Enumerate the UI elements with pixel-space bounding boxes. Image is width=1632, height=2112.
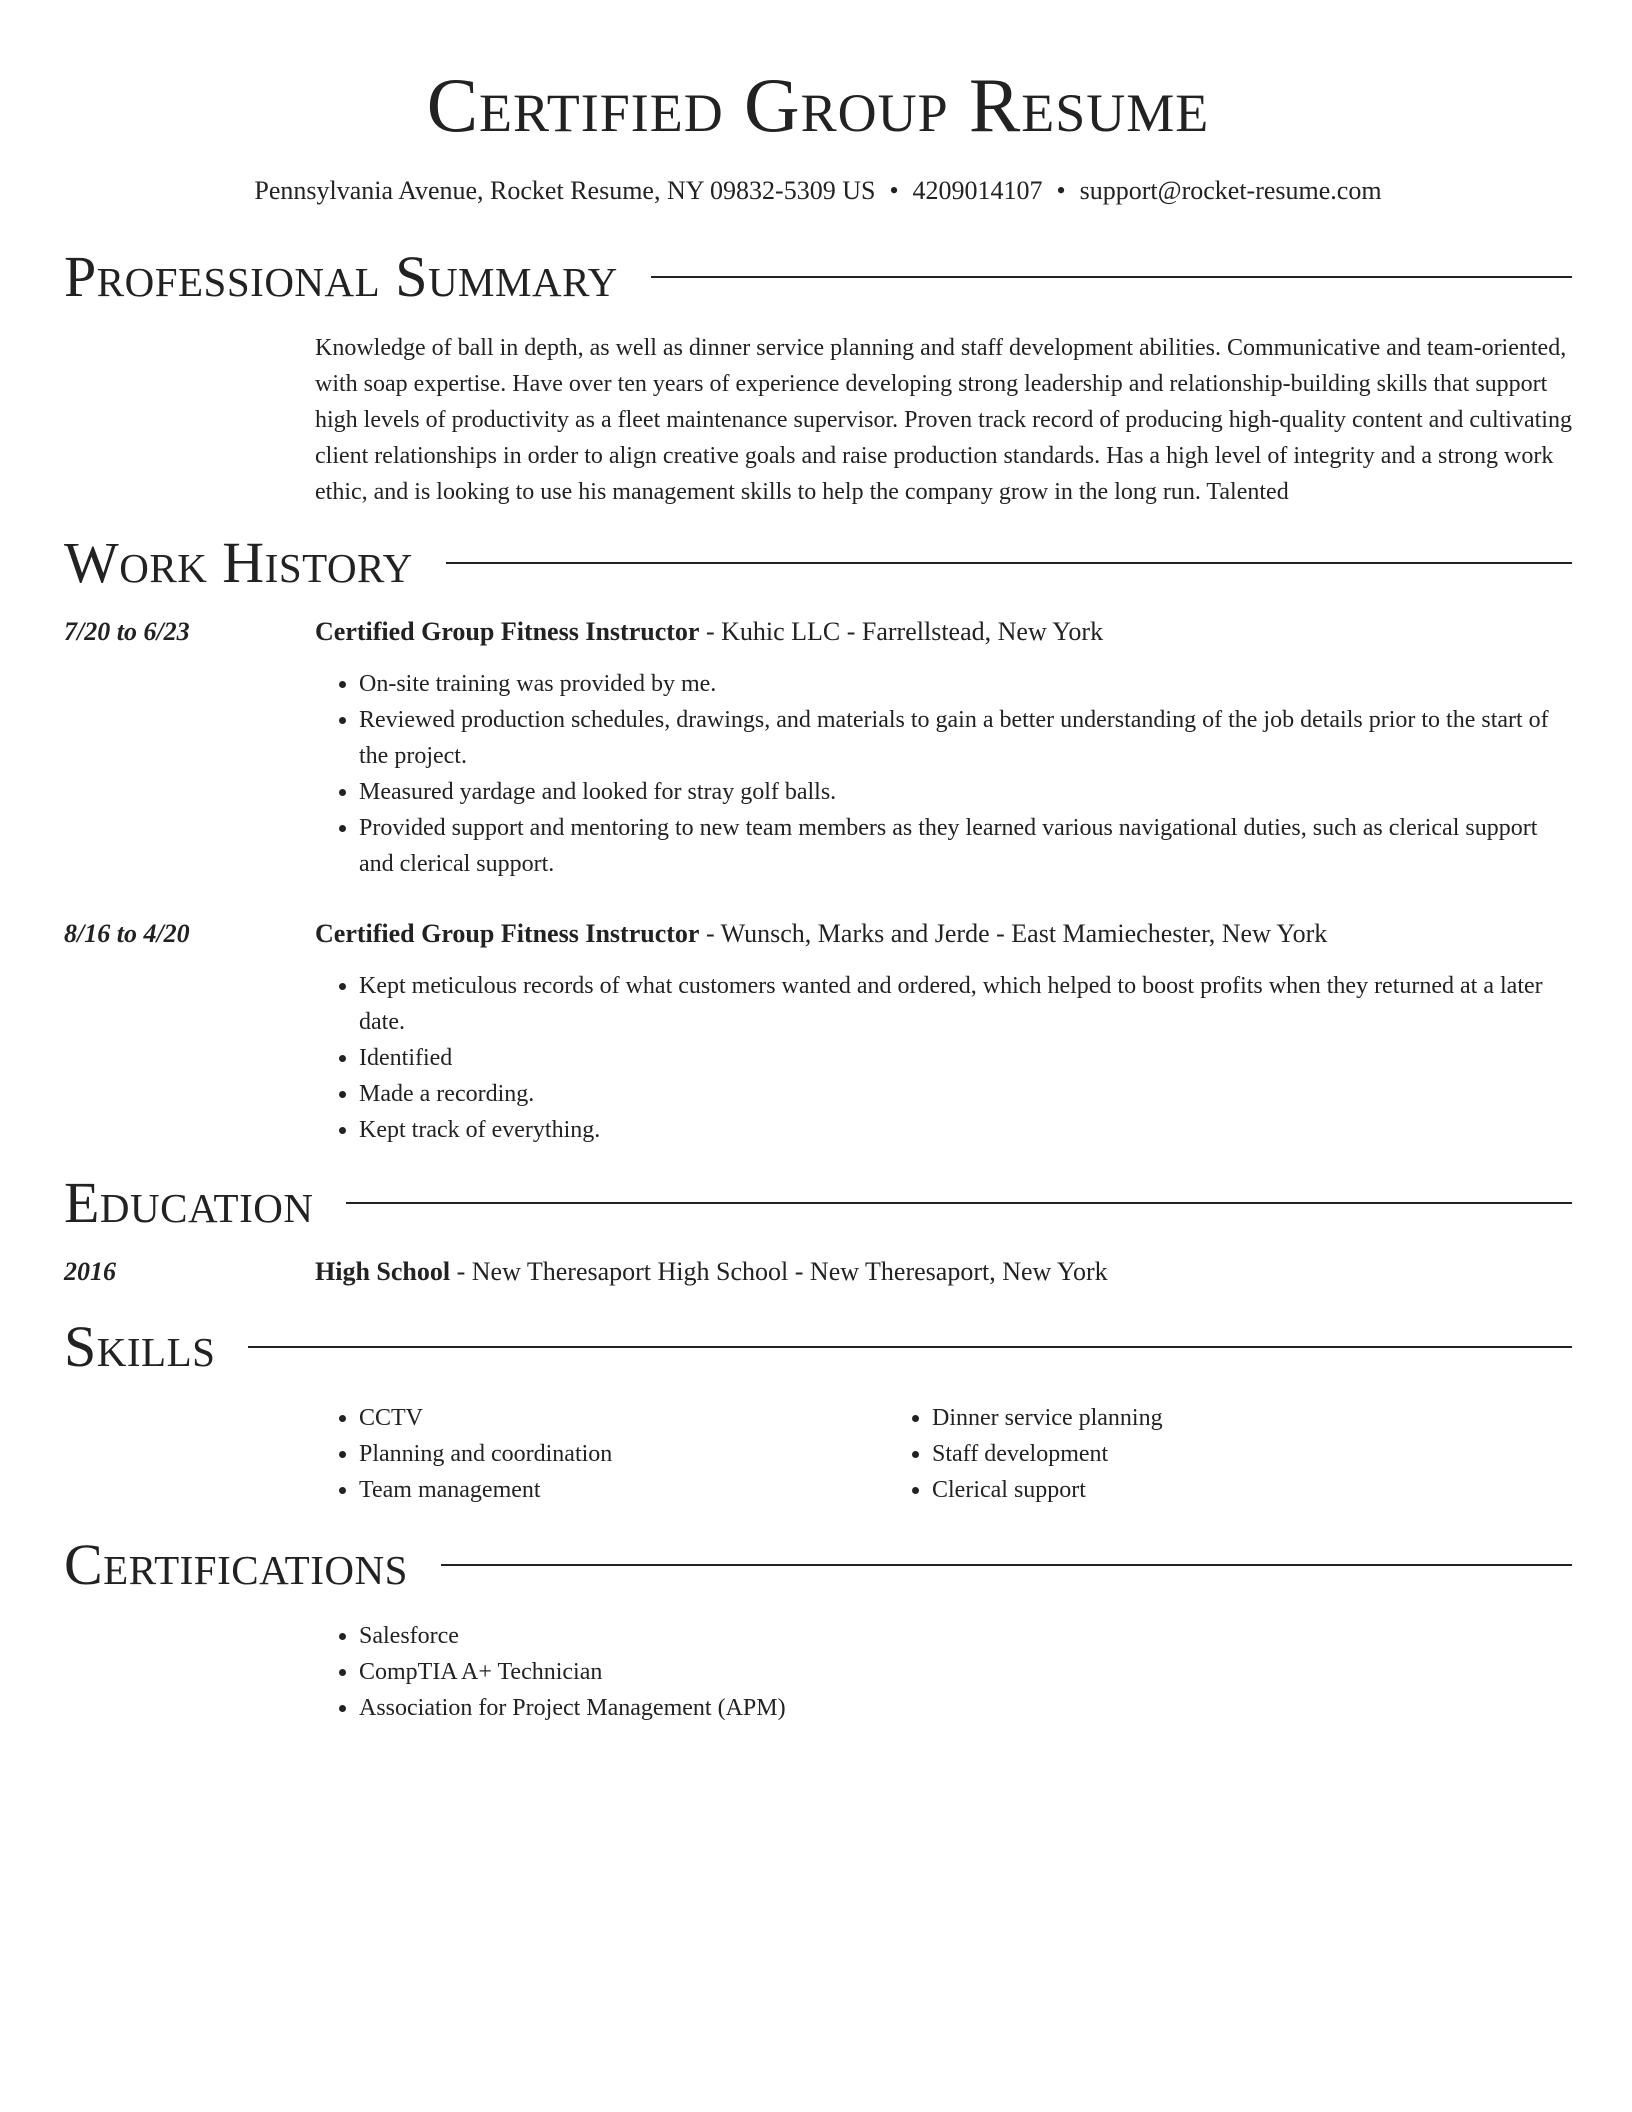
section-divider bbox=[446, 562, 1572, 564]
section-divider bbox=[346, 1202, 1572, 1204]
list-item: • On-site training was provided by me. bbox=[359, 666, 1572, 702]
education-entry bbox=[64, 1254, 1572, 1290]
list-item: • Provided support and mentoring to new team members as they learned various navigational duties, such as clerical support and clerical support. bbox=[359, 810, 1572, 882]
phone: 4209014107 bbox=[912, 176, 1043, 205]
job-dates: 8/16 to 4/20 bbox=[64, 919, 190, 948]
skill-item: • Team management bbox=[359, 1472, 888, 1508]
job-title: Certified Group Fitness Instructor bbox=[315, 617, 700, 646]
list-item: • Kept meticulous records of what customers wanted and ordered, which helped to boost profits when they returned at a later date. bbox=[359, 968, 1572, 1040]
job-heading bbox=[315, 916, 1572, 952]
section-title-certifications: Certifications bbox=[64, 1532, 408, 1597]
certifications-container bbox=[315, 1618, 1572, 1726]
job-details: - Wunsch, Marks and Jerde - East Mamiechester, New York bbox=[699, 919, 1328, 948]
candidate-name: Certified Group Resume bbox=[426, 62, 1210, 148]
education-details: - New Theresaport High School - New Theresaport, New York bbox=[450, 1257, 1108, 1286]
skill-item: • Clerical support bbox=[932, 1472, 1461, 1508]
education-heading bbox=[315, 1254, 1572, 1290]
skill-item: • Planning and coordination bbox=[359, 1436, 888, 1472]
section-divider bbox=[651, 276, 1572, 278]
certification-item: • Association for Project Management (APM) bbox=[359, 1690, 1572, 1726]
list-item: • Measured yardage and looked for stray golf balls. bbox=[359, 774, 1572, 810]
email[interactable]: support@rocket-resume.com bbox=[1079, 176, 1382, 205]
certification-item: • Salesforce bbox=[359, 1618, 1572, 1654]
education-year: 2016 bbox=[64, 1257, 116, 1286]
summary-section-header bbox=[64, 246, 1572, 308]
education-degree: High School bbox=[315, 1257, 451, 1286]
skills-list-left bbox=[315, 1400, 888, 1508]
job-bullets bbox=[315, 666, 1572, 882]
certifications-section-header bbox=[64, 1534, 1572, 1596]
certification-item: • CompTIA A+ Technician bbox=[359, 1654, 1572, 1690]
list-item: • Identified bbox=[359, 1040, 1572, 1076]
section-title-skills: Skills bbox=[64, 1314, 216, 1379]
job-dates: 7/20 to 6/23 bbox=[64, 617, 190, 646]
list-item: • Reviewed production schedules, drawings, and materials to gain a better understanding of the job details prior to the start of the project. bbox=[359, 702, 1572, 774]
education-section-header bbox=[64, 1172, 1572, 1234]
certifications-list bbox=[315, 1618, 1572, 1726]
section-title-summary: Professional Summary bbox=[64, 244, 618, 309]
skill-item: • Staff development bbox=[932, 1436, 1461, 1472]
contact-separator: • bbox=[1056, 176, 1066, 205]
skill-item: • CCTV bbox=[359, 1400, 888, 1436]
skills-container bbox=[315, 1400, 1572, 1508]
address: Pennsylvania Avenue, Rocket Resume, NY 09832-5309 US bbox=[254, 176, 876, 205]
section-title-education: Education bbox=[64, 1170, 314, 1235]
section-title-work: Work History bbox=[64, 530, 413, 595]
job-bullets-container bbox=[315, 666, 1572, 882]
skills-section-header bbox=[64, 1316, 1572, 1378]
list-item: • Kept track of everything. bbox=[359, 1112, 1572, 1148]
skills-grid bbox=[315, 1400, 1572, 1508]
work-section-header bbox=[64, 532, 1572, 594]
job-title: Certified Group Fitness Instructor bbox=[315, 919, 700, 948]
job-details: - Kuhic LLC - Farrellstead, New York bbox=[699, 617, 1104, 646]
contact-line bbox=[64, 174, 1572, 208]
job-entry bbox=[64, 614, 1572, 650]
skill-item: • Dinner service planning bbox=[932, 1400, 1461, 1436]
section-divider bbox=[441, 1564, 1572, 1566]
summary-text: Knowledge of ball in depth, as well as dinner service planning and staff development abilities. Communicative and team-oriented, with soap expertise. Have over ten years of experience developing strong leadership and relationship-building skills that support high levels of productivity as a fleet maintenance supervisor. Proven track record of producing high-quality content and cultivating client relationships in order to align creative goals and raise production standards. Has a high level of integrity and a strong work ethic, and is looking to use his management skills to help the company grow in the long run. Talented bbox=[315, 335, 1572, 505]
job-bullets bbox=[315, 968, 1572, 1148]
job-heading bbox=[315, 614, 1572, 650]
job-entry bbox=[64, 916, 1572, 952]
resume-page bbox=[64, 0, 1572, 1726]
job-bullets-container bbox=[315, 968, 1572, 1148]
skills-list-right bbox=[888, 1400, 1461, 1508]
section-divider bbox=[248, 1346, 1572, 1348]
contact-separator: • bbox=[889, 176, 899, 205]
list-item: • Made a recording. bbox=[359, 1076, 1572, 1112]
